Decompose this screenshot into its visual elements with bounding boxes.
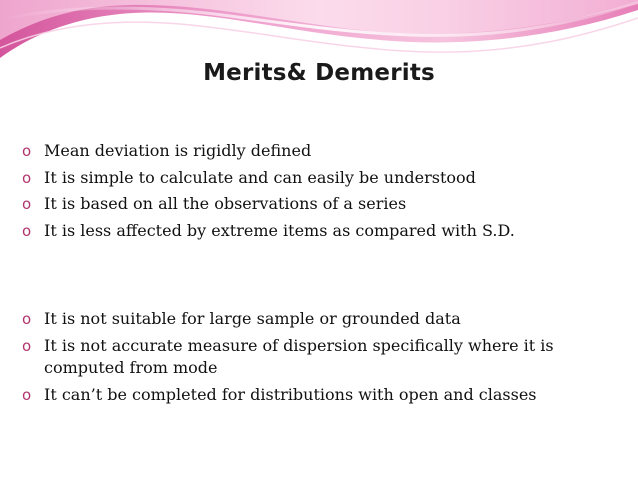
list-item bbox=[22, 167, 622, 190]
demerits-list bbox=[22, 308, 622, 410]
list-item bbox=[22, 335, 622, 380]
bullet-marker-icon: o bbox=[22, 310, 32, 328]
list-item bbox=[22, 140, 622, 163]
list-item bbox=[22, 220, 622, 243]
slide-title: Merits& Demerits bbox=[203, 60, 435, 86]
bullet-marker-icon: o bbox=[22, 168, 32, 187]
bullet-marker-icon: o bbox=[22, 385, 32, 404]
merit-text: It is simple to calculate and can easily be understood bbox=[44, 167, 476, 187]
bullet-marker-icon: o bbox=[22, 336, 32, 355]
merit-text: It is less affected by extreme items as compared with S.D. bbox=[44, 220, 515, 240]
merit-text: It is based on all the observations of a series bbox=[44, 194, 407, 213]
list-item bbox=[22, 384, 622, 407]
list-item bbox=[22, 193, 622, 216]
demerit-text: It is not suitable for large sample or grounded data bbox=[44, 309, 461, 328]
demerit-text: It is not accurate measure of dispersion specifically where it is computed from mode bbox=[44, 335, 554, 377]
merit-text: Mean deviation is rigidly defined bbox=[44, 141, 312, 160]
bullet-marker-icon: o bbox=[22, 195, 32, 213]
list-item bbox=[22, 308, 622, 331]
bullet-marker-icon: o bbox=[22, 142, 32, 160]
banner-wave-mid bbox=[0, 0, 638, 40]
demerit-text: It can’t be completed for distributions with open and classes bbox=[44, 384, 537, 404]
merits-list bbox=[22, 140, 622, 246]
bullet-marker-icon: o bbox=[22, 221, 32, 240]
